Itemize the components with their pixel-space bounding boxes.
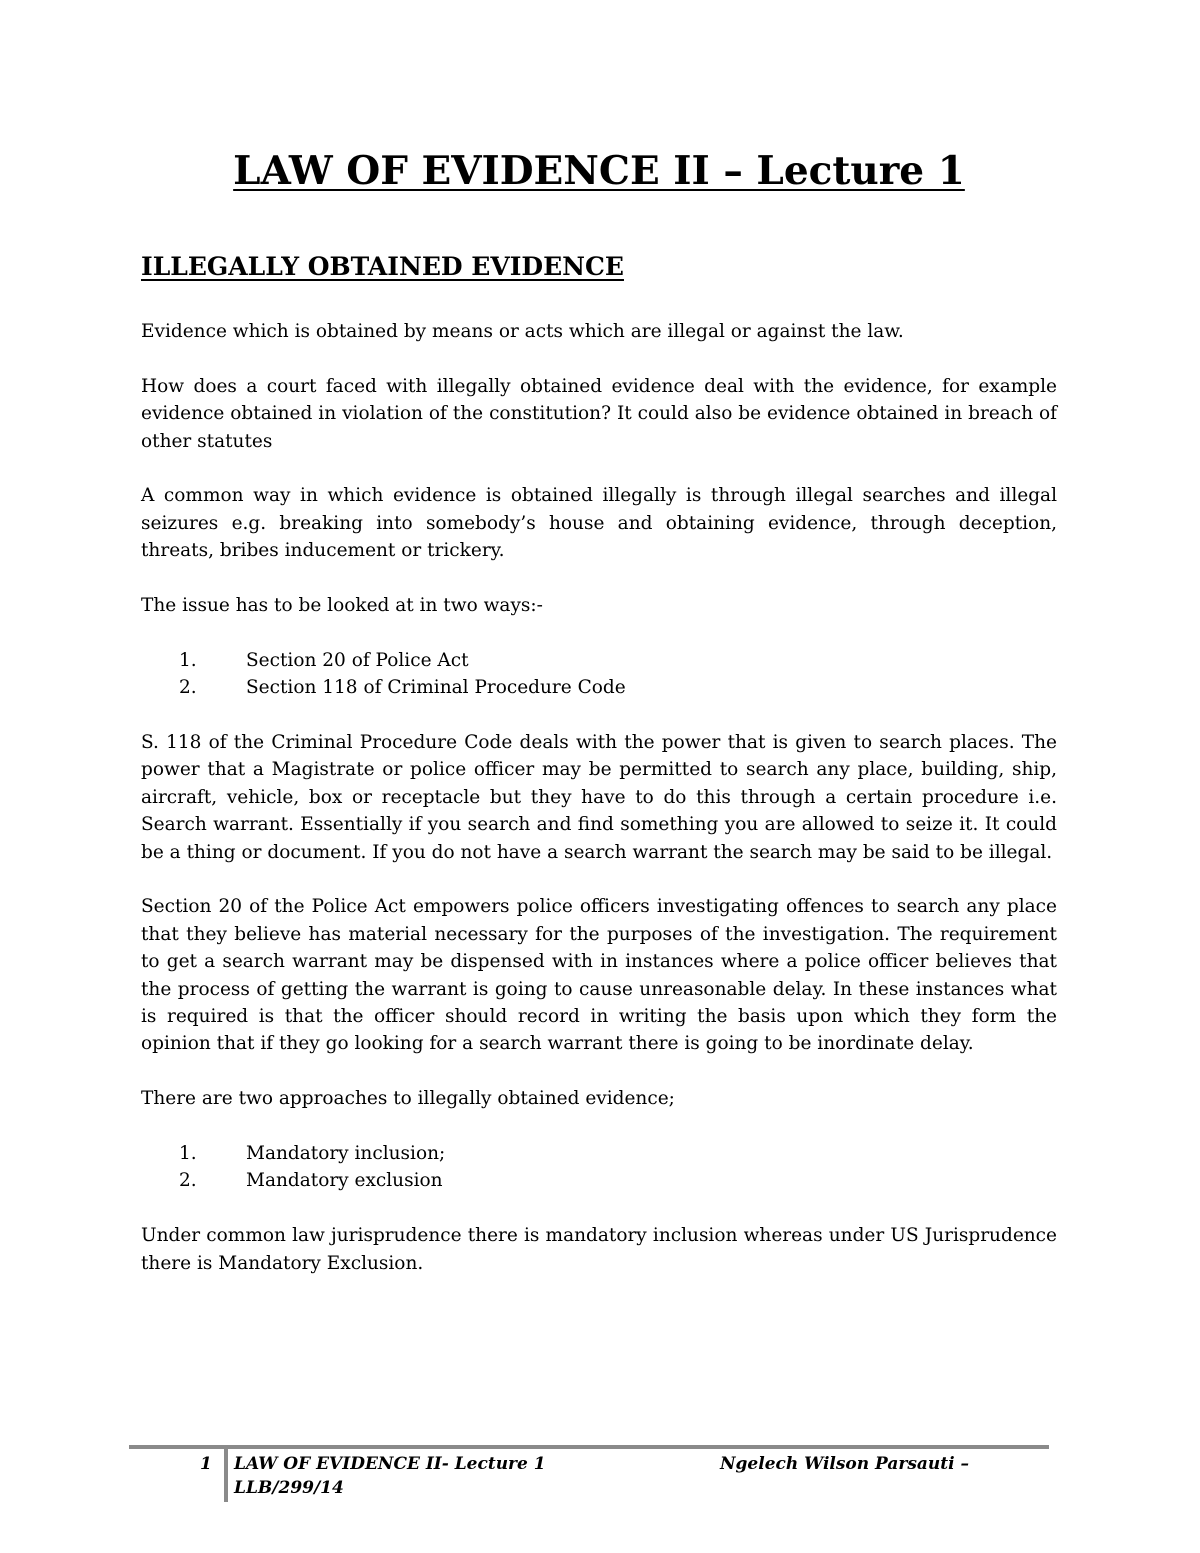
list-item-number: 1.	[179, 1143, 197, 1165]
list-item	[141, 1140, 1057, 1167]
approach-list	[141, 1140, 1057, 1195]
paragraph-section-118: S. 118 of the Criminal Procedure Code deals with the power that is given to search places. The power that a Magistrate or police officer may be permitted to search any place, building, ship, aircraft, vehicle, box or receptacle but they have to do this through a certain procedure i.e. Search warrant. Essentially if you search and find something you are allowed to seize it. It could be a thing or document. If you do not have a search warrant the search may be said to be illegal.	[141, 732, 1057, 863]
list-item-text: Mandatory inclusion;	[246, 1143, 446, 1165]
paragraph-approaches: There are two approaches to illegally obtained evidence;	[141, 1088, 675, 1110]
list-item	[141, 647, 1057, 674]
document-body	[141, 318, 1057, 1304]
list-item-text: Section 20 of Police Act	[246, 649, 469, 671]
footer-author: Ngelech Wilson Parsauti –	[720, 1454, 970, 1474]
paragraph-definition: Evidence which is obtained by means or acts which are illegal or against the law.	[141, 321, 904, 342]
section-heading: ILLEGALLY OBTAINED EVIDENCE	[141, 252, 624, 281]
paragraph-issue: The issue has to be looked at in two ways:-	[141, 595, 543, 617]
list-item	[141, 674, 1057, 701]
list-item	[141, 1167, 1057, 1194]
statute-list	[141, 647, 1057, 702]
footer-divider	[224, 1449, 228, 1502]
list-item-text: Section 118 of Criminal Procedure Code	[246, 677, 626, 699]
list-item-number: 2.	[179, 677, 197, 699]
footer-title: LAW OF EVIDENCE II- Lecture 1	[234, 1454, 546, 1474]
paragraph-question: How does a court faced with illegally obtained evidence deal with the evidence, for example evidence obtained in violation of the constitution? It could also be evidence obtained in breach of other statutes	[141, 375, 1057, 452]
paragraph-jurisprudence: Under common law jurisprudence there is mandatory inclusion whereas under US Jurisprudence there is Mandatory Exclusion.	[141, 1225, 1057, 1274]
footer-page-number: 1	[200, 1454, 212, 1474]
document-title: LAW OF EVIDENCE II – Lecture 1	[233, 148, 965, 194]
list-item-number: 2.	[179, 1170, 197, 1192]
document-page	[141, 0, 1057, 1553]
footer-rule	[129, 1445, 1049, 1449]
paragraph-section-20: Section 20 of the Police Act empowers police officers investigating offences to search any place that they believe has material necessary for the purposes of the investigation. The requirement to get a search warrant may be dispensed with in instances where a police officer believes that the process of getting the warrant is going to cause unreasonable delay. In these instances what is required is that the officer should record in writing the basis upon which they form the opinion that if they go looking for a search warrant there is going to be inordinate delay.	[141, 896, 1057, 1055]
paragraph-common-way: A common way in which evidence is obtained illegally is through illegal searches and illegal seizures e.g. breaking into somebody’s house and obtaining evidence, through deception, threats, bribes inducement or trickery.	[141, 485, 1057, 562]
list-item-text: Mandatory exclusion	[246, 1170, 443, 1192]
footer-registration: LLB/299/14	[234, 1478, 344, 1498]
list-item-number: 1.	[179, 649, 197, 671]
